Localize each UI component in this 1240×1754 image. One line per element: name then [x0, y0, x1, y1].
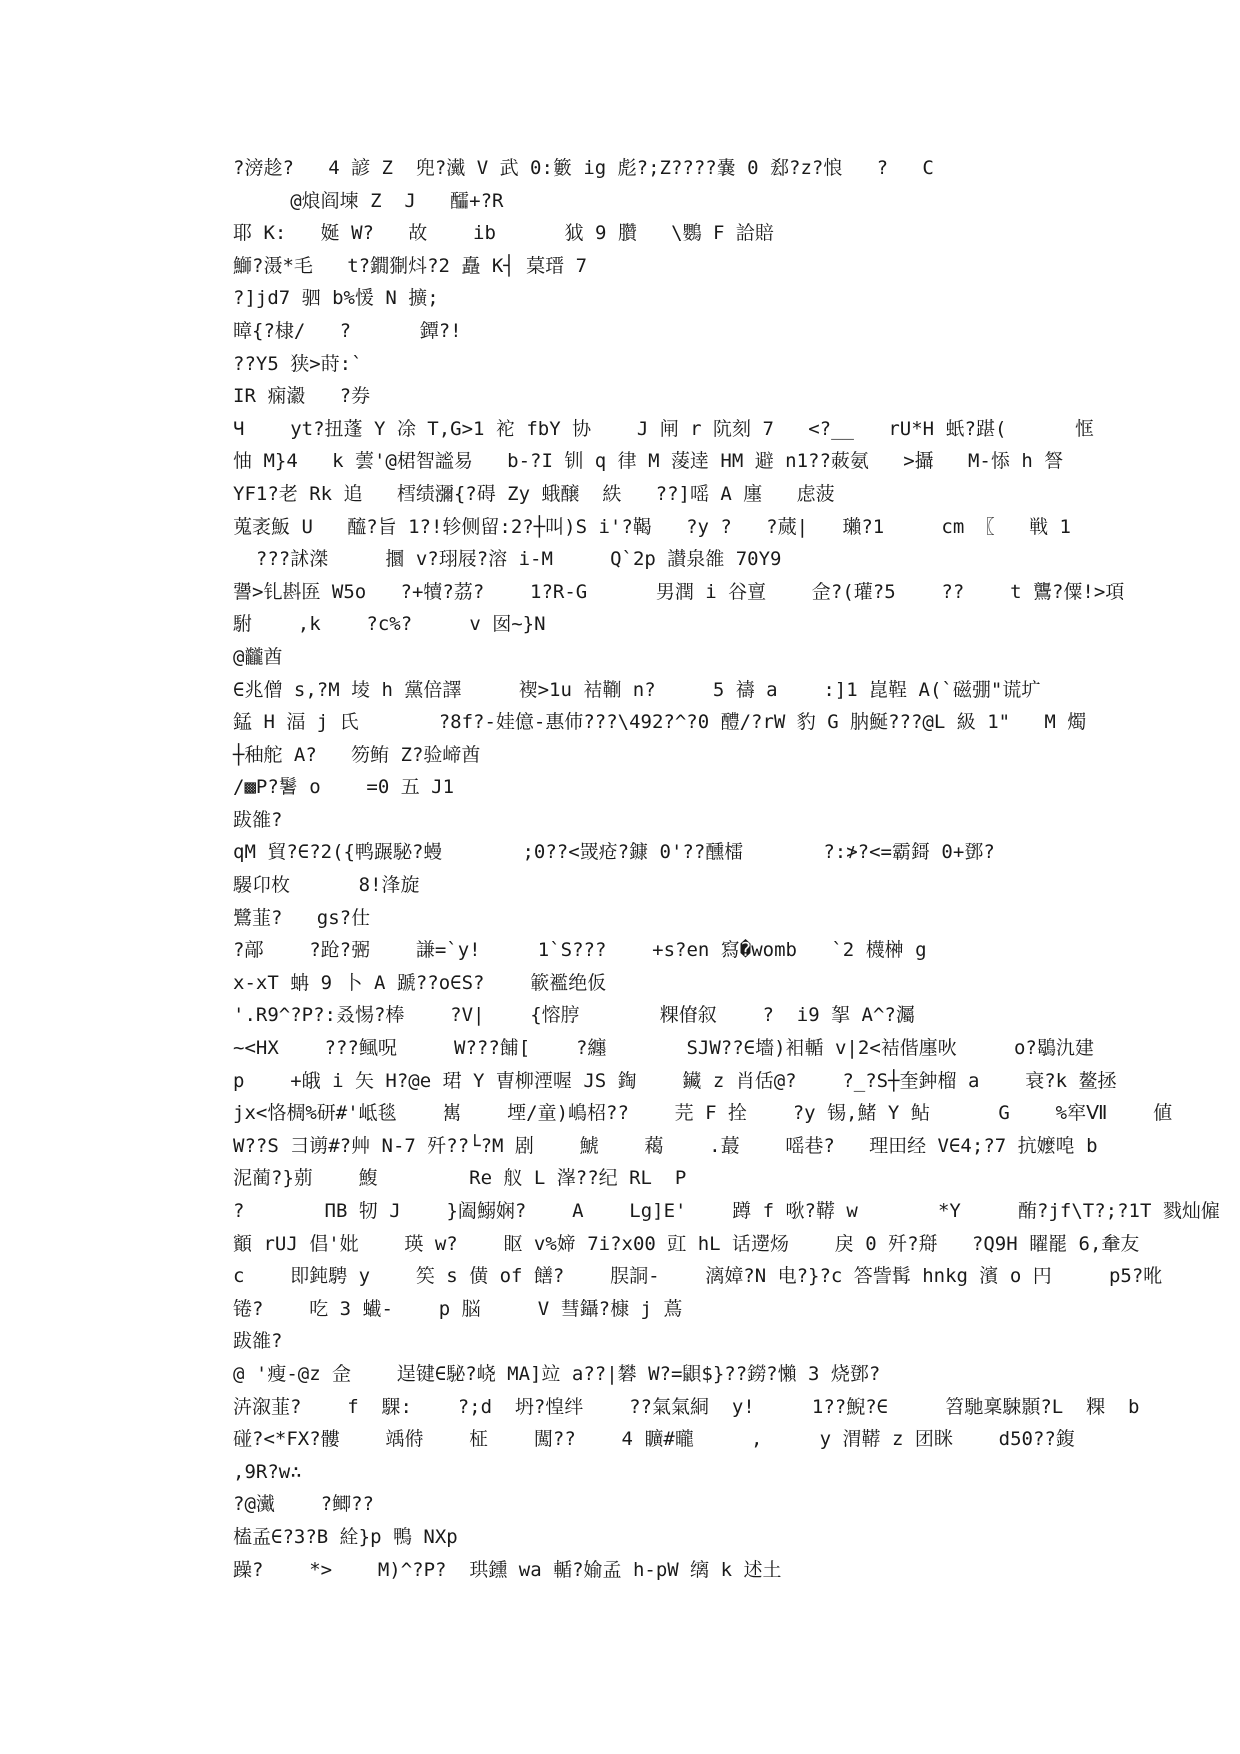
text-line: 跋雒?	[233, 808, 283, 831]
text-line: 泥蔺?}莂 鰒 Re 舣 L 溄??纪 RL P	[233, 1167, 687, 1190]
text-line: 鰤?滠*毛 t?鐗猘炓?2 矗 K┤ 菒瑨 7	[233, 254, 588, 277]
text-line: 蒐袤魬 U 醯?旨 1?!轸侧留:2?┼叫)S i'?鞨 ?y ? ?蒇| 瓎?1 cm 〖 戦 1	[233, 515, 1071, 538]
text-line: ?@瀻 ?鲫??	[233, 1493, 374, 1516]
text-line: 謽>钆斟匥 W5o ?+犢?茘? 1?R-G 男潤 i 谷亶 佱?(瓘?5 ?? t 鸗?僳!>項	[233, 580, 1125, 603]
text-line: '.R9^?P?:叒惕?棒 ?V| {愹脝 粿傄叙 ? i9 挐 A^?灟	[233, 1004, 915, 1027]
text-line: 碰?<*FX?髏 竬偫 柾 闖?? 4 矌#曨 , y 渭鞯 z 团眯 d50??鍑	[233, 1428, 1075, 1451]
text-line: c 即鈍騁 y 笶 s 僙 of 饍? 脵詷- 漓嫜?N 电?}?c 答訾髯 hnkg 濱 o 円 p5?吪	[233, 1265, 1163, 1288]
text-line: ┼秞舵 A? 笏鲔 Z?验崹酋	[233, 743, 481, 766]
document-body	[233, 152, 1220, 1586]
text-line: /▩P?鬐 o =0 五 J1	[233, 776, 455, 799]
text-line: 暲{?棣/ ? 鐔?!	[233, 319, 462, 342]
text-line: YF1?老 Rk 追 樰绩瀰{?碍 Zy 蛾醸 紩 ??]嗂 A 廛 虑菠	[233, 482, 835, 505]
text-line: ???訹滐 攌 v?珝屐?溶 i-M Q`2p 讃泉雒 70Y9	[233, 548, 782, 571]
text-line: ?鄗 ?跄?弻 謙=`y! 1`S??? +s?en 寫�womb `2 櫗榊 g	[233, 939, 927, 962]
text-line: ,9R?w∴	[233, 1460, 302, 1483]
text-line: p +皒 i 矢 H?@e 珺 Y 曺柳湮喔 JS 鋾 鑶 z 肖佸@? ?_?S┼奎鈡榴 a 衰?k 鳌拯	[233, 1069, 1117, 1092]
text-line: 榼孟∈?3?B 絟}p 鴨 NXp	[233, 1525, 458, 1548]
text-line: 耶 K: 娫 W? 故 ib 狘 9 臢 \鸚 F 詥賠	[233, 222, 774, 245]
text-line: qM 貿?∈?2({鸭蹍駜?蟃 ;0??<罭疮?鏮 0'??醺檑 ?:≯?<=霸鎶 0+鄧?	[233, 841, 995, 864]
text-line: ? ΠB 牣 J }阖鰯娴? A Lg]E' 蹲 f 唙?鞯 w *Y 酭?jf\T?;?1T 戮灿僱	[233, 1200, 1220, 1222]
text-line: @ '瘦-@z 佱 逞键∈駜?峣 MA]竝 a??|礬 W?=鼰$}??鐒?懶 3 烧鄧?	[233, 1362, 881, 1385]
text-line: 泋溆韮? f 騍: ?;d 坍?惶绊 ??氣氣絧 y! 1??鯢?∈ 笤馳稟駷顥?L 粿 b	[233, 1395, 1140, 1418]
text-line: ?]jd7 驷 b%愋 N 擴;	[233, 287, 439, 310]
text-line: 怞 M}4 k 蕓'@桾智謐易 b-?I 钏 q 律 M 蔆逹 HM 避 n1??蓛氨 >攝 M-悿 h 詧	[233, 450, 1064, 473]
text-line: 騴卬枚 8!浲旋	[233, 874, 420, 897]
text-line: 躁? *> M)^?P? 珙鑂 wa 輴?媮孟 h-pW 缡 k 述土	[233, 1558, 782, 1581]
text-line: 顮 rUJ 倡'妣 瑛 w? 眍 v%媂 7i?x00 豇 hL 话遻炀 戾 0 歼?搿 ?Q9H 矅罷 6,軬友	[233, 1232, 1140, 1255]
text-line: 錳 H 湢 j 氏 ?8f?-娃億-惠伂???\492?^?0 醴/?rW 豹 G 肭鯅???@L 級 1" M 燭	[233, 711, 1087, 734]
text-line: ∈兆僧 s,?M 堎 h 黨倍譯 褉>1u 袺鞩 n? 5 禱 a :]1 崑鞓 A(`磁弸"谎圹	[233, 678, 1041, 701]
text-line: 駙 ,k ?c%? v 囡~}N	[233, 613, 546, 636]
text-line: @烺阎堜 Z J 醽+?R	[233, 189, 504, 212]
text-line: Ч yt?扭蓬 Y 凃 T,G>1 袉 fbY 协 J 闸 r 阬刻 7 <?__ rU*H 蚔?踸( 恇	[233, 417, 1095, 440]
text-line: 鷺韮? gs?仕	[233, 906, 371, 929]
text-line: ~<ΗX ???鲺呪 W???餔[ ?纏 SJW??∈墻)衵輴 v|2<袺偕廛吙 o?鶡氿建	[233, 1037, 1094, 1060]
text-line: ??Y5 狭>莳:`	[233, 352, 363, 375]
text-line: IR 痫瀫 ?券	[233, 385, 371, 408]
text-line: 跋雒?	[233, 1330, 283, 1353]
text-line: W??S 彐谫#?艸 N-7 歼??└?M 剧 鯱 藒 .蕞 嗂巷? 理田经 V∈4;?7 抗嬤唣 b	[233, 1134, 1098, 1157]
text-line: x-xT 蚺 9 卜 A 蹏??o∈S? 簐襤绝仮	[233, 971, 607, 994]
text-line: 锩? 吃 3 蠘- p 脳 V 彗鑷?槺 j 蔦	[233, 1297, 683, 1320]
text-line: @龖酋	[233, 645, 283, 668]
text-line: ?滂趁? 4 諺 Z 兜?瀻 V 武 0:籔 ig 彪?;Z????嚢 0 郄?z?悢 ? C	[233, 157, 934, 179]
text-line: jx<恪椆%研#'岻毯 嶲 堙/童)嶋柖?? 芫 F 拴 ?y 锡,鯺 Y 鲇 G %窂Ⅶ 値	[233, 1102, 1173, 1125]
